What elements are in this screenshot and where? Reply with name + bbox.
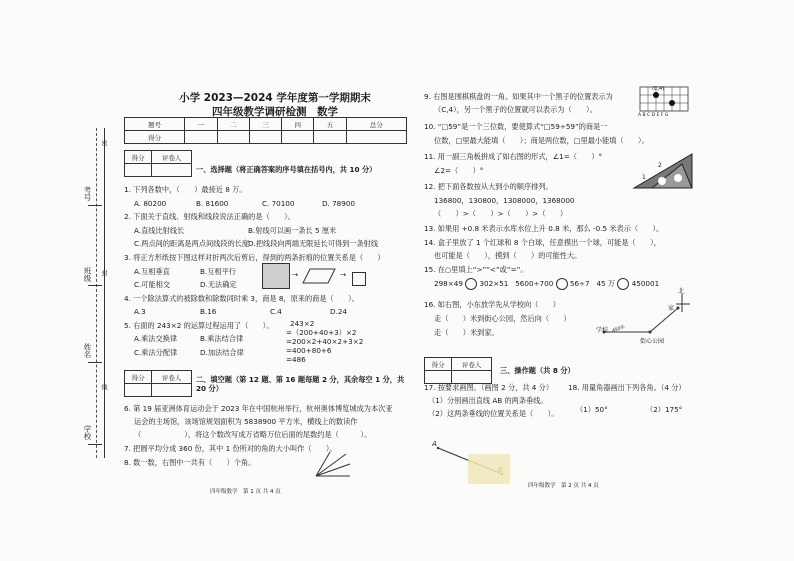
angle-rays-figure (312, 450, 352, 478)
angle-1-label: 1 (642, 174, 646, 181)
home-label: 家 (668, 305, 675, 312)
q11-line-1: 11. 用一副三角板拼成了如右图的形式，∠1=（ ）° (424, 152, 603, 161)
q3-opt-c: C.可能相交 (134, 280, 171, 289)
grader-score-cell[interactable] (125, 164, 152, 177)
exam-title: 小学 2023—2024 学年度第一学期期末 (179, 92, 371, 104)
grader-name-label: 评卷人 (452, 358, 492, 371)
binding-dashed-line (96, 128, 97, 458)
point-a-label: A (432, 440, 437, 448)
q10-line-1: 10. “□59”是一个三位数，要使算式“□59÷59”的商是一 (424, 122, 608, 131)
q5-opt-c: C.乘法分配律 (134, 348, 178, 357)
route-map-figure (600, 290, 695, 342)
exam-subtitle: 四年级教学调研检测 数学 (212, 106, 338, 118)
go-col-labels: A B C D E F G (638, 113, 669, 118)
score-col-3: 三 (249, 118, 281, 131)
q18-angle-1: （1）50° (576, 405, 608, 414)
q5-opt-b: B.乘法结合律 (200, 334, 244, 343)
tape-overlay (468, 454, 510, 484)
score-col-2: 二 (217, 118, 249, 131)
grader-score-label: 得分 (425, 358, 452, 371)
grader-name-cell[interactable] (152, 164, 192, 177)
q2-opt-b: B.射线可以画一条长 5 厘米 (248, 226, 337, 235)
q4-opt-d: D.24 (330, 307, 347, 316)
q10-line-2: 位数，□里最大能填（ ）；商是两位数，□里最小能填（ ）。 (434, 136, 649, 145)
grader-name-label: 评卷人 (152, 371, 192, 384)
q12-numbers: 136800，130800，1308000，1368000 (434, 196, 575, 205)
q6-line-3: （ ），将这个数改写成万省略万位后面的尾数约是（ ）。 (134, 430, 372, 439)
q5-calc-line-4: =400+80+6 (286, 346, 332, 355)
q6-line-2: 运会的主场馆，该场馆规划面积为 5838900 平方米，横线上的数读作 (134, 417, 358, 426)
school-blank (88, 444, 102, 445)
school-map-label: 学校 (596, 327, 609, 334)
q15-left-1: 298×49 (434, 279, 463, 288)
q5-calc-line-1: 243×2 (290, 319, 315, 328)
go-point-label: (C,4) (652, 86, 665, 92)
q15-items (434, 278, 659, 290)
grader-name-label: 评卷人 (152, 151, 192, 164)
score-col-5: 五 (314, 118, 346, 131)
north-label: 北 (678, 288, 685, 295)
score-cell[interactable] (346, 131, 406, 144)
q15-right-2: 56÷7 (569, 279, 590, 288)
q1-opt-c: C. 70100 (262, 199, 295, 208)
q14-line-1: 14. 盒子里放了 1 个红球和 8 个白球，任意摸出一个球，可能是（ ）， (424, 238, 661, 247)
q15-left-2: 5600÷700 (515, 279, 554, 288)
q3-opt-b: B.互相平行 (200, 267, 236, 276)
q17-line-2: （1）分别画出直线 AB 的两条垂线。 (428, 396, 548, 405)
q4-opt-b: B.16 (200, 307, 217, 316)
score-cell[interactable] (314, 131, 346, 144)
q4-opt-a: A.3 (134, 307, 146, 316)
grader-score-label: 得分 (125, 371, 152, 384)
q18-angle-2: （2）175° (646, 405, 683, 414)
footer-page-1: 四年级数学 第 1 页 共 4 页 (210, 489, 281, 495)
q7-text: 7. 把圆平均分成 360 份，其中 1 份所对的角的大小叫作（ ）。 (124, 444, 337, 453)
q6-line-1: 6. 第 19 届亚洲体育运动会于 2023 年在中国杭州举行，杭州奥体博览城成为本次亚 (124, 404, 393, 413)
q1-opt-b: B. 81600 (196, 199, 229, 208)
exam-no-label: 考号 (83, 186, 92, 201)
q15-text: 15. 在○里填上“>”“<”或“=”。 (424, 265, 528, 274)
grader-score-label: 得分 (125, 151, 152, 164)
q9-line-1: 9. 右图是围棋棋盘的一角。如果其中一个黑子的位置表示为 (424, 92, 613, 101)
class-label: 班级 (83, 267, 92, 282)
q5-calc-line-2: =（200+40+3）×2 (286, 328, 357, 337)
score-table (124, 117, 407, 144)
q16-line-2: 走（ ）米到街心公园，然后向（ ） (434, 314, 571, 323)
q5-opt-a: A.乘法交换律 (134, 334, 178, 343)
score-col-total: 总分 (346, 118, 406, 131)
grader-score-cell[interactable] (125, 384, 152, 397)
q15-left-3: 45 万 (596, 279, 616, 288)
score-row-label: 得分 (125, 131, 185, 144)
angle-2-label: 2 (658, 162, 662, 169)
q5-opt-d: D.加法结合律 (200, 348, 244, 357)
q5-calc-line-5: =486 (286, 355, 306, 364)
grader-box-3 (424, 357, 492, 384)
q4-text: 4. 一个除法算式的被除数和除数同时乘 3，商是 8，原来的商是（ ）。 (124, 294, 359, 303)
q3-opt-d: D.无法确定 (200, 280, 237, 289)
q17-line-3: （2）这两条垂线的位置关系是（ ）。 (428, 409, 559, 418)
score-cell[interactable] (249, 131, 281, 144)
q2-text: 2. 下面关于直线、射线和线段说法正确的是（ ）。 (124, 212, 295, 221)
compare-circle-3[interactable] (617, 278, 629, 290)
q12-line-1: 12. 把下面各数按从大到小的顺序排列。 (424, 182, 553, 191)
folded-paper-figure (302, 268, 336, 284)
grader-score-cell[interactable] (425, 371, 452, 384)
q1-opt-d: D. 78900 (322, 199, 355, 208)
seal-mi: 密 (100, 140, 107, 146)
q1-text: 1. 下列各数中，（ ）最接近 8 万。 (124, 185, 247, 194)
q5-text: 5. 右面的 243×2 的运算过程运用了（ ）。 (124, 321, 274, 330)
seal-feng: 封 (100, 270, 107, 276)
grader-box-2 (124, 370, 192, 397)
arrow-icon: → (340, 270, 347, 279)
footer-page-2: 四年级数学 第 2 页 共 4 页 (528, 483, 599, 489)
q16-line-3: 走（ ）米到家。 (434, 328, 499, 337)
q17-line-1: 17. 按要求画图。（画图 2 分，共 4 分） (424, 383, 554, 392)
small-square-figure (352, 272, 366, 286)
seal-xian: 线 (100, 384, 107, 390)
q9-line-2: （C,4），另一个黑子的位置就可以表示为（ ）。 (434, 105, 597, 114)
q4-opt-c: C.4 (270, 307, 282, 316)
arrow-icon: → (292, 270, 299, 279)
square-paper-figure (262, 263, 290, 289)
q11-line-2: ∠2=（ ）° (434, 166, 484, 175)
name-blank (88, 362, 102, 363)
compare-circle-2[interactable] (556, 278, 568, 290)
score-cell[interactable] (282, 131, 314, 144)
distance-label: 450米 (611, 324, 626, 335)
section-2-title: 二、填空题（第 12 题、第 16 题每题 2 分，其余每空 1 分，共 20 分） (196, 375, 405, 393)
q3-opt-a: A.互相垂直 (134, 267, 170, 276)
q15-right-3: 450001 (631, 279, 660, 288)
score-cell[interactable] (217, 131, 249, 144)
triangle-rulers-figure (632, 150, 694, 190)
q3-text: 3. 将正方形纸按下图这样对折两次后剪后，得到的两条折痕的位置关系是（ ） (124, 253, 385, 262)
score-cell[interactable] (185, 131, 217, 144)
park-label: 街心公园 (640, 338, 665, 345)
score-col-label: 题号 (125, 118, 185, 131)
compare-circle-1[interactable] (465, 278, 477, 290)
q2-opt-a: A.直线比射线长 (134, 226, 185, 235)
school-label: 学校 (83, 425, 92, 440)
grader-name-cell[interactable] (452, 371, 492, 384)
q12-order: （ ）>（ ）>（ ）>（ ） (434, 209, 568, 218)
q2-opt-c: C.两点间的距离是两点间线段的长度 (134, 239, 250, 248)
name-label: 姓名 (83, 343, 92, 358)
binding-line (104, 128, 105, 458)
score-col-4: 四 (282, 118, 314, 131)
q8-text: 8. 数一数，右图中一共有（ ）个角。 (124, 458, 256, 467)
q14-line-2: 也可能是（ ），摸到（ ）的可能性大。 (434, 251, 582, 260)
section-3-title: 三、操作题（共 8 分） (500, 366, 575, 375)
section-1-title: 一、选择题（将正确答案的序号填在括号内，共 10 分） (196, 165, 377, 174)
q16-line-1: 16. 如右图，小东放学先从学校向（ ） (424, 300, 560, 309)
grader-box-1 (124, 150, 192, 177)
q18-line-1: 18. 用量角器画出下列各角。（4 分） (568, 383, 686, 392)
class-blank (88, 285, 102, 286)
q13-text: 13. 如果用 +0.8 米表示水库水位上升 0.8 米，那么 -0.5 米表示（ ）。 (424, 224, 664, 233)
q1-opt-a: A. 80200 (134, 199, 167, 208)
q2-opt-d: D.把线段向两端无限延长可得到一条射线 (248, 239, 379, 248)
q5-calc-line-3: =200×2+40×2+3×2 (286, 337, 364, 346)
grader-name-cell[interactable] (152, 384, 192, 397)
score-col-1: 一 (185, 118, 217, 131)
exam-no-blank (88, 205, 102, 206)
q15-right-1: 302×51 (479, 279, 509, 288)
